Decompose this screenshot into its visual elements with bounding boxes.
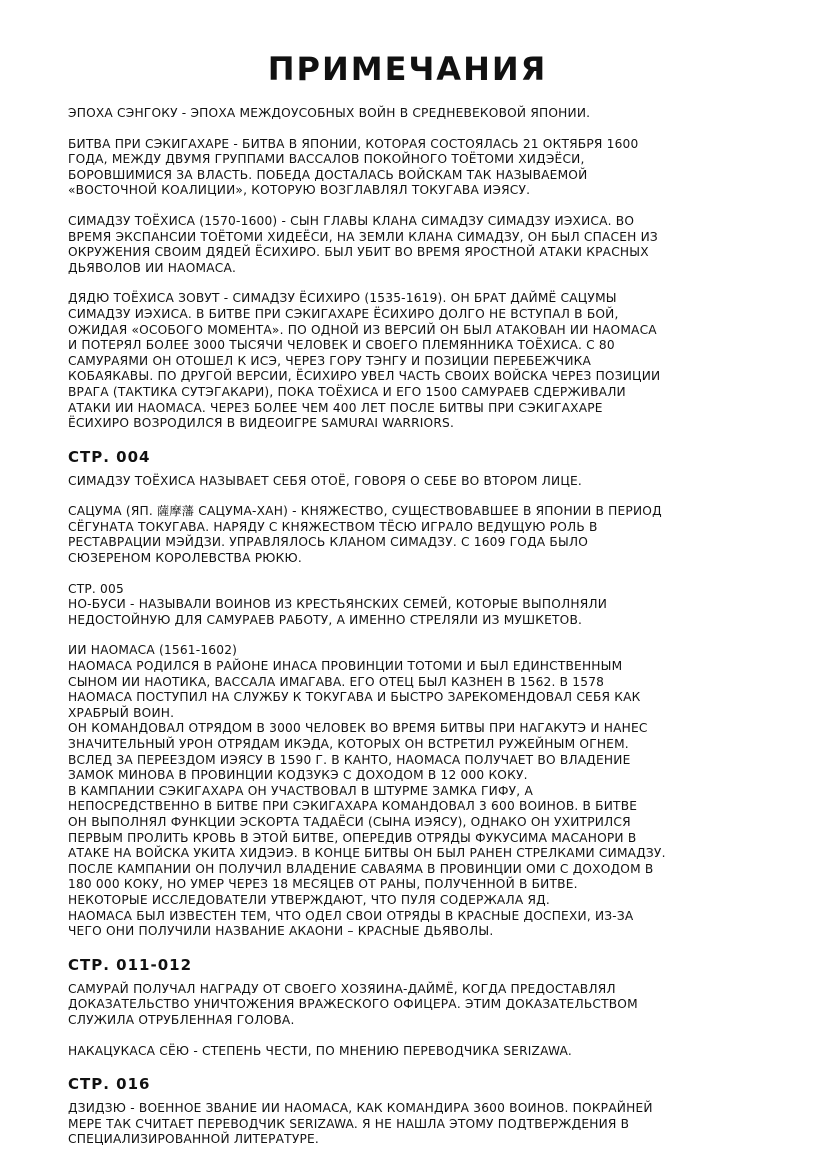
text-line: ПОСЛЕ КАМПАНИИ ОН ПОЛУЧИЛ ВЛАДЕНИЕ САВАЯМА В ПРОВИНЦИИ ОМИ С ДОХОДОМ В	[68, 861, 654, 876]
text-line: ВРАГА (ТАКТИКА СУТЭГАКАРИ), ПОКА ТОЁХИСА И ЕГО 1500 САМУРАЕВ СДЕРЖИВАЛИ	[68, 384, 626, 399]
text-line: СЁГУНАТА ТОКУГАВА. НАРЯДУ С КНЯЖЕСТВОМ ТЁСЮ ИГРАЛО ВЕДУЩУЮ РОЛЬ В	[68, 519, 598, 534]
text-line: ЧЕГО ОНИ ПОЛУЧИЛИ НАЗВАНИЕ АКАОНИ – КРАСНЫЕ ДЬЯВОЛЫ.	[68, 924, 494, 939]
text-line: ОН ВЫПОЛНЯЛ ФУНКЦИИ ЭСКОРТА ТАДАЁСИ (СЫНА ИЭЯСУ), ОДНАКО ОН УХИТРИЛСЯ	[68, 814, 631, 829]
note-satsuma	[68, 504, 758, 566]
note-sekigahara	[68, 137, 758, 199]
page-title: ПРИМЕЧАНИЯ	[267, 50, 548, 88]
text-line: АТАКИ ИИ НАОМАСА. ЧЕРЕЗ БОЛЕЕ ЧЕМ 400 ЛЕТ ПОСЛЕ БИТВЫ ПРИ СЭКИГАХАРЕ	[68, 400, 603, 415]
text-line: ОН КОМАНДОВАЛ ОТРЯДОМ В 3000 ЧЕЛОВЕК ВО ВРЕМЯ БИТВЫ ПРИ НАГАКУТЭ И НАНЕС	[68, 721, 648, 736]
text-line: СЮЗЕРЕНОМ КОРОЛЕВСТВА РЮКЮ.	[68, 551, 302, 566]
notes-content	[68, 106, 758, 1148]
text-line: НО-БУСИ - НАЗЫВАЛИ ВОИНОВ ИЗ КРЕСТЬЯНСКИХ СЕМЕЙ, КОТОРЫЕ ВЫПОЛНЯЛИ	[68, 597, 608, 612]
text-line: АТАКЕ НА ВОЙСКА УКИТА ХИДЭИЭ. В КОНЦЕ БИТВЫ ОН БЫЛ РАНЕН СТРЕЛКАМИ СИМАДЗУ.	[68, 846, 666, 861]
note-jiju	[68, 1101, 758, 1148]
section-heading-011-012: СТР. 011-012	[68, 955, 193, 974]
text-line: ОЖИДАЯ «ОСОБОГО МОМЕНТА». ПО ОДНОЙ ИЗ ВЕРСИЙ ОН БЫЛ АТАКОВАН ИИ НАОМАСА	[68, 322, 657, 337]
section-heading-016: СТР. 016	[68, 1075, 151, 1094]
text-line: БОРОВШИМИСЯ ЗА ВЛАСТЬ. ПОБЕДА ДОСТАЛАСЬ ВОЙСКАМ ТАК НАЗЫВАЕМОЙ	[68, 167, 588, 182]
text-line: ВРЕМЯ ЭКСПАНСИИ ТОЁТОМИ ХИДЕЁСИ, НА ЗЕМЛИ КЛАНА СИМАДЗУ, ОН БЫЛ СПАСЕН ИЗ	[68, 229, 658, 244]
text-line: КОБАЯКАВЫ. ПО ДРУГОЙ ВЕРСИИ, ЁСИХИРО УВЕЛ ЧАСТЬ СВОИХ ВОЙСКА ЧЕРЕЗ ПОЗИЦИИ	[68, 369, 661, 384]
text-line: МЕРЕ ТАК СЧИТАЕТ ПЕРЕВОДЧИК SERIZAWA. Я НЕ НАШЛА ЭТОМУ ПОДТВЕРЖДЕНИЯ В	[68, 1116, 630, 1131]
note-nobushi	[68, 582, 758, 629]
text-line: И ПОТЕРЯЛ БОЛЕЕ 3000 ТЫСЯЧИ ЧЕЛОВЕК И СВОЕГО ПЛЕМЯННИКА ТОЁХИСА. С 80	[68, 338, 615, 353]
text-line: НАОМАСА БЫЛ ИЗВЕСТЕН ТЕМ, ЧТО ОДЕЛ СВОИ ОТРЯДЫ В КРАСНЫЕ ДОСПЕХИ, ИЗ-ЗА	[68, 908, 634, 923]
text-line: РЕСТАВРАЦИИ МЭЙДЗИ. УПРАВЛЯЛОСЬ КЛАНОМ СИМАДЗУ. С 1609 ГОДА БЫЛО	[68, 535, 589, 550]
note-nakatsukasa: НАКАЦУКАСА СЁЮ - СТЕПЕНЬ ЧЕСТИ, ПО МНЕНИЮ ПЕРЕВОДЧИКА SERIZAWA.	[68, 1043, 572, 1058]
text-line: НАОМАСА РОДИЛСЯ В РАЙОНЕ ИНАСА ПРОВИНЦИИ ТОТОМИ И БЫЛ ЕДИНСТВЕННЫМ	[68, 659, 623, 674]
text-line: НАОМАСА ПОСТУПИЛ НА СЛУЖБУ К ТОКУГАВА И БЫСТРО ЗАРЕКОМЕНДОВАЛ СЕБЯ КАК	[68, 690, 641, 705]
note-sengoku: ЭПОХА СЭНГОКУ - ЭПОХА МЕЖДОУСОБНЫХ ВОЙН В СРЕДНЕВЕКОВОЙ ЯПОНИИ.	[68, 106, 591, 120]
text-line: ОКРУЖЕНИЯ СВОИМ ДЯДЕЙ ЁСИХИРО. БЫЛ УБИТ ВО ВРЕМЯ ЯРОСТНОЙ АТАКИ КРАСНЫХ	[68, 245, 649, 260]
text-line: НЕКОТОРЫЕ ИССЛЕДОВАТЕЛИ УТВЕРЖДАЮТ, ЧТО ПУЛЯ СОДЕРЖАЛА ЯД.	[68, 892, 550, 907]
note-ii-naomasa	[68, 643, 758, 939]
text-line: ИИ НАОМАСА (1561-1602)	[68, 643, 238, 658]
text-line: ГОДА, МЕЖДУ ДВУМЯ ГРУППАМИ ВАССАЛОВ ПОКОЙНОГО ТОЁТОМИ ХИДЭЁСИ,	[68, 152, 585, 167]
text-line: ДЯДЮ ТОЁХИСА ЗОВУТ - СИМАДЗУ ЁСИХИРО (1535-1619). ОН БРАТ ДАЙМЁ САЦУМЫ	[68, 291, 617, 306]
text-line: 180 000 КОКУ, НО УМЕР ЧЕРЕЗ 18 МЕСЯЦЕВ ОТ РАНЫ, ПОЛУЧЕННОЙ В БИТВЕ.	[68, 877, 578, 892]
text-line: ДЬЯВОЛОВ ИИ НАОМАСА.	[68, 260, 237, 275]
text-line: «ВОСТОЧНОЙ КОАЛИЦИИ», КОТОРУЮ ВОЗГЛАВЛЯЛ ТОКУГАВА ИЭЯСУ.	[68, 183, 531, 198]
note-yoshihiro	[68, 291, 758, 431]
note-samurai-reward	[68, 982, 758, 1029]
text-line: САМУРАЯМИ ОН ОТОШЕЛ К ИСЭ, ЧЕРЕЗ ГОРУ ТЭНГУ И ПОЗИЦИИ ПЕРЕБЕЖЧИКА	[68, 353, 592, 368]
text-line: СЛУЖИЛА ОТРУБЛЕННАЯ ГОЛОВА.	[68, 1012, 295, 1027]
note-otoyo: СИМАДЗУ ТОЁХИСА НАЗЫВАЕТ СЕБЯ ОТОЁ, ГОВОРЯ О СЕБЕ ВО ВТОРОМ ЛИЦЕ.	[68, 473, 582, 488]
text-line: ХРАБРЫЙ ВОИН.	[68, 705, 175, 720]
text-line: САМУРАЙ ПОЛУЧАЛ НАГРАДУ ОТ СВОЕГО ХОЗЯИНА-ДАЙМЁ, КОГДА ПРЕДОСТАВЛЯЛ	[68, 981, 616, 996]
text-line: В КАМПАНИИ СЭКИГАХАРА ОН УЧАСТВОВАЛ В ШТУРМЕ ЗАМКА ГИФУ, А	[68, 783, 533, 798]
text-line: НЕДОСТОЙНУЮ ДЛЯ САМУРАЕВ РАБОТУ, А ИМЕННО СТРЕЛЯЛИ ИЗ МУШКЕТОВ.	[68, 612, 583, 627]
text-line: ЁСИХИРО ВОЗРОДИЛСЯ В ВИДЕОИГРЕ SAMURAI WARRIORS.	[68, 416, 455, 431]
text-line: САЦУМА (ЯП. 薩摩藩 САЦУМА-ХАН) - КНЯЖЕСТВО, СУЩЕСТВОВАВШЕЕ В ЯПОНИИ В ПЕРИОД	[68, 504, 662, 519]
text-line: ДЗИДЗЮ - ВОЕННОЕ ЗВАНИЕ ИИ НАОМАСА, КАК КОМАНДИРА 3600 ВОИНОВ. ПОКРАЙНЕЙ	[68, 1101, 653, 1116]
text-line: ЗАМОК МИНОВА В ПРОВИНЦИИ КОДЗУКЭ С ДОХОДОМ В 12 000 КОКУ.	[68, 768, 528, 783]
text-line: НЕПОСРЕДСТВЕННО В БИТВЕ ПРИ СЭКИГАХАРА КОМАНДОВАЛ 3 600 ВОИНОВ. В БИТВЕ	[68, 799, 638, 814]
text-line: ЗНАЧИТЕЛЬНЫЙ УРОН ОТРЯДАМ ИКЭДА, КОТОРЫХ ОН ВСТРЕТИЛ РУЖЕЙНЫМ ОГНЕМ.	[68, 737, 629, 751]
text-line: ВСЛЕД ЗА ПЕРЕЕЗДОМ ИЭЯСУ В 1590 Г. В КАНТО, НАОМАСА ПОЛУЧАЕТ ВО ВЛАДЕНИЕ	[68, 752, 631, 767]
text-line: ПЕРВЫМ ПРОЛИТЬ КРОВЬ В ЭТОЙ БИТВЕ, ОПЕРЕДИВ ОТРЯДЫ ФУКУСИМА МАСАНОРИ В	[68, 830, 637, 845]
text-line: СТР. 005	[68, 581, 124, 596]
note-toyohisa	[68, 214, 758, 276]
text-line: БИТВА ПРИ СЭКИГАХАРЕ - БИТВА В ЯПОНИИ, КОТОРАЯ СОСТОЯЛАСЬ 21 ОКТЯБРЯ 1600	[68, 136, 639, 151]
text-line: СПЕЦИАЛИЗИРОВАННОЙ ЛИТЕРАТУРЕ.	[68, 1132, 319, 1147]
text-line: ДОКАЗАТЕЛЬСТВО УНИЧТОЖЕНИЯ ВРАЖЕСКОГО ОФИЦЕРА. ЭТИМ ДОКАЗАТЕЛЬСТВОМ	[68, 997, 638, 1012]
text-line: СИМАДЗУ ИЭХИСА. В БИТВЕ ПРИ СЭКИГАХАРЕ ЁСИХИРО ДОЛГО НЕ ВСТУПАЛ В БОЙ,	[68, 306, 619, 321]
text-line: СИМАДЗУ ТОЁХИСА (1570-1600) - СЫН ГЛАВЫ КЛАНА СИМАДЗУ СИМАДЗУ ИЭХИСА. ВО	[68, 213, 635, 228]
section-heading-004: СТР. 004	[68, 447, 151, 466]
text-line: СЫНОМ ИИ НАОТИКА, ВАССАЛА ИМАГАВА. ЕГО ОТЕЦ БЫЛ КАЗНЕН В 1562. В 1578	[68, 674, 605, 689]
